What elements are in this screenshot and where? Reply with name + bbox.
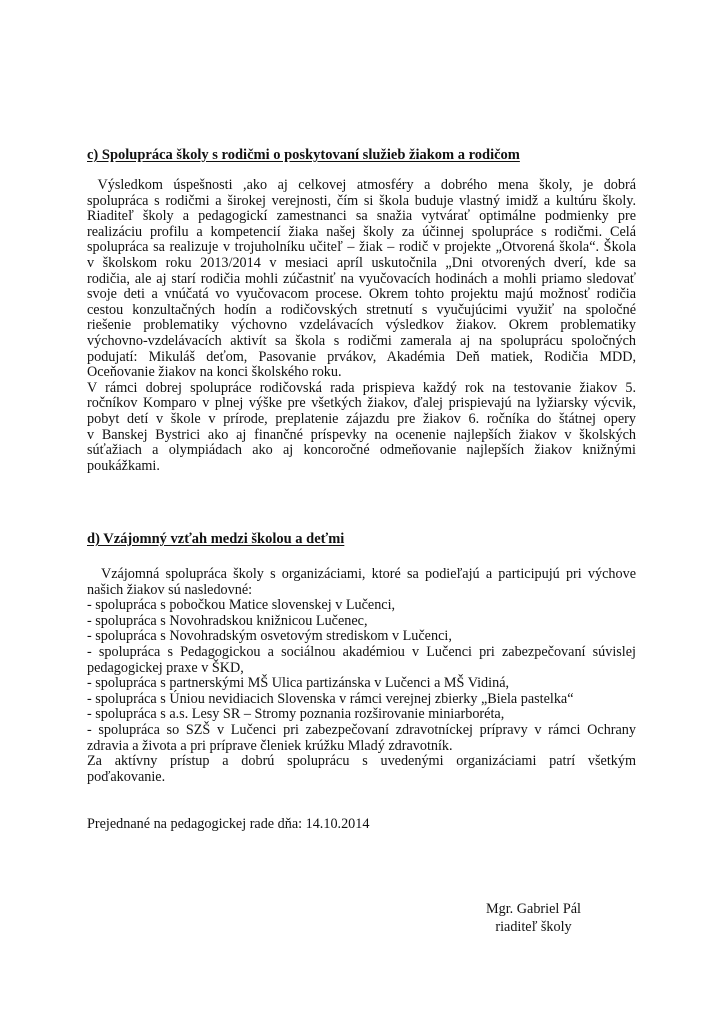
approval-text: Prejednané na pedagogickej rade dňa: 14.10.2014: [87, 816, 370, 832]
section-c-body: [87, 178, 636, 474]
section-c-line: výchovno-vzdelávacích aktivít sa škola s rodičmi zamerala aj na spoluprácu spoločných: [87, 332, 636, 349]
section-d-line: Vzájomná spolupráca školy s organizáciami, ktoré sa podieľajú a participujú pri výchove: [101, 566, 636, 582]
section-c-line: podujatí: Mikuláš deťom, Pasovanie prvákov, Akadémia Deň matiek, Rodičia MDD,: [87, 348, 636, 365]
section-c-line: svoje deti a vnúčatá vo vyučovacom procese. Okrem tohto projektu majú možnosť rodičia: [87, 286, 636, 303]
section-d-list-item: - spolupráca s a.s. Lesy SR – Stromy poznania rozširovanie miniarboréta,: [87, 706, 505, 723]
section-c-line: Riaditeľ školy a pedagogickí zamestnanci sa snažia vytvárať optimálne podmienky pre: [87, 208, 636, 225]
section-d-heading: d) Vzájomný vzťah medzi školou a deťmi: [87, 531, 345, 547]
section-d-list-item: - spolupráca s Pedagogickou a sociálnou akadémiou v Lučenci pri zabezpečovaní súvislej: [87, 643, 636, 660]
section-c-line: spolupráca sa realizuje v trojuholníku učiteľ – žiak – rodič v projekte „Otvorená škola“. Škola: [87, 239, 636, 256]
section-c-line: Výsledkom úspešnosti ,ako aj celkovej atmosféry a dobrého mena školy, je dobrá: [97, 177, 636, 193]
section-d-line: našich žiakov sú nasledovné:: [87, 581, 253, 598]
section-c-line: cestou konzultačných hodín a rodičovských stretnutí s vyučujúcimi využiť na spoločné: [87, 301, 636, 318]
section-d-line: Za aktívny prístup a dobrú spoluprácu s uvedenými organizáciami patrí všetkým: [87, 753, 636, 770]
section-c-line: spolupráca s rodičmi a širokej verejnosti, čím si škola buduje vlastný imidž a kultúru školy.: [87, 192, 636, 209]
section-d-list-item: - spolupráca s partnerskými MŠ Ulica partizánska v Lučenci a MŠ Vidiná,: [87, 675, 510, 692]
section-d-body: [87, 567, 636, 785]
section-c-heading: c) Spolupráca školy s rodičmi o poskytovaní služieb žiakom a rodičom: [87, 147, 520, 163]
section-d-list-item: - spolupráca so SZŠ v Lučenci pri zabezpečovaní zdravotníckej prípravy v rámci Ochrany: [87, 721, 636, 738]
signature-block: [486, 900, 581, 936]
section-c-line: pobyt detí v škole v prírode, preplatenie zájazdu pre žiakov 6. ročníka do štátnej opery: [87, 410, 636, 427]
section-d-list-item: - spolupráca s Úniou nevidiacich Slovenska v rámci verejnej zbierky „Biela pastelka“: [87, 690, 574, 707]
section-d-line: poďakovanie.: [87, 768, 166, 785]
section-d-list-item: - spolupráca s pobočkou Matice slovenskej v Lučenci,: [87, 597, 396, 614]
section-c-line: ročníkov Komparo v plnej výške pre všetkých žiakov, ďalej prispievajú na lyžiarsky výcvik,: [87, 395, 636, 412]
section-c-line: realizáciu profilu a kompetencií žiaka našej školy za účinnej spolupráce s rodičmi. Celá: [87, 223, 636, 240]
section-d-list-item-cont: pedagogickej praxe v ŠKD,: [87, 659, 244, 676]
section-c-line: v školskom roku 2013/2014 v mesiaci apríl uskutočnila „Dni otvorených dverí, kde sa: [87, 254, 636, 271]
approval-note: [87, 817, 636, 833]
signature-name: Mgr. Gabriel Pál: [486, 901, 581, 917]
section-c-line: Oceňovanie žiakov na konci školského roku.: [87, 364, 342, 381]
section-c-line: riešenie problematiky výchovno vzdelávacích výsledkov žiakov. Okrem problematiky: [87, 317, 636, 334]
section-c-line: V rámci dobrej spolupráce rodičovská rada prispieva každý rok na testovanie žiakov 5.: [87, 379, 636, 396]
section-c-line: rodičia, ale aj starí rodičia mohli zúčastniť na vyučovacích hodinách a mohli priamo sledovať: [87, 270, 636, 287]
signature-title: riaditeľ školy: [495, 919, 572, 935]
section-d-list-item: - spolupráca s Novohradským osvetovým strediskom v Lučenci,: [87, 628, 452, 645]
section-c-line: v Banskej Bystrici ako aj finančné príspevky na ocenenie najlepších žiakov v školských: [87, 426, 636, 443]
section-d-list-item-cont: zdravia a života a pri príprave členiek krúžku Mladý zdravotník.: [87, 737, 453, 754]
section-d-list-item: - spolupráca s Novohradskou knižnicou Lučenec,: [87, 612, 368, 629]
section-c-line: poukážkami.: [87, 457, 160, 474]
section-c-line: súťažiach a olympiádach ako aj koncoročné odmeňovanie najlepších žiakov knižnými: [87, 442, 636, 459]
